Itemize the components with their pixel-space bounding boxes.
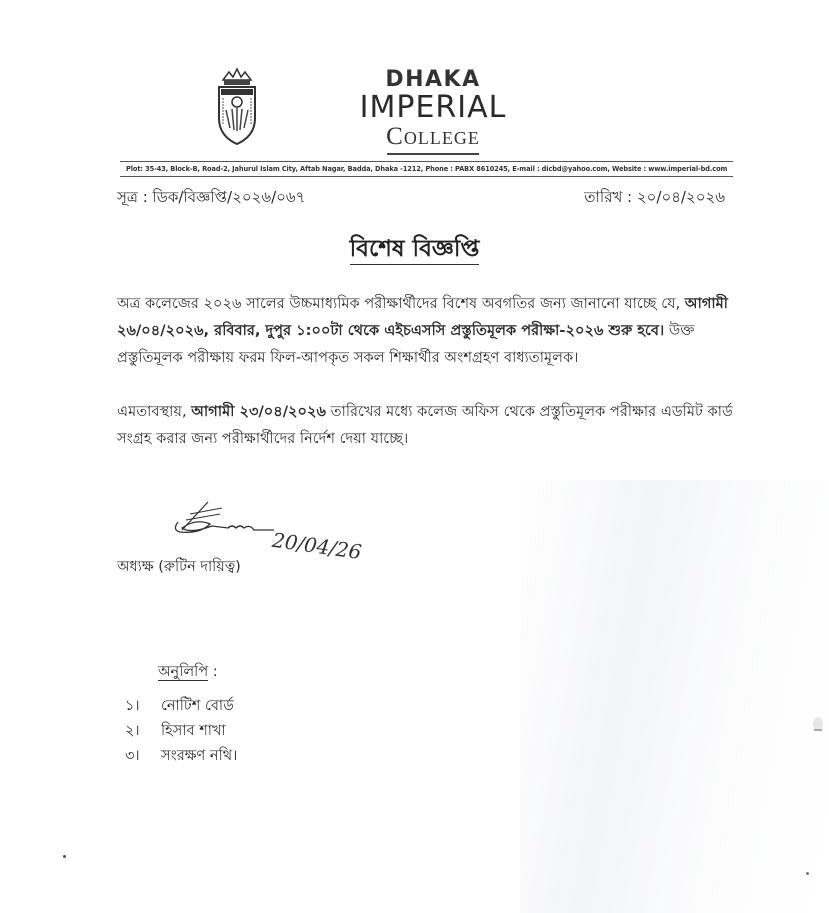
paragraph-2-instruction: তারিখের মধ্যে কলেজ অফিস থেকে প্রস্তুতিমূলক পরীক্ষার এডমিট কার্ড সংগ্রহ করার জন্য পরীক্ষার্থীদের নির্দেশ দেয়া যাচ্ছে।: [117, 403, 733, 447]
brand-line-imperial: IMPERIAL: [359, 90, 507, 125]
paragraph-1-mandatory-note: উক্ত প্রস্তুতিমূলক পরীক্ষায় ফরম ফিল-আপকৃত সকল শিক্ষার্থীর অংশগ্রহণ বাধ্যতামূলক।: [117, 322, 695, 366]
college-crest-icon: [215, 66, 259, 146]
copies-title: [158, 661, 218, 685]
list-item: [125, 744, 237, 769]
copies-list: [125, 694, 237, 769]
list-item-label: হিসাব শাখা: [161, 723, 226, 739]
reference-number: সূত্র : ডিক/বিজ্ঞপ্তি/২০২৬/০৬৭: [117, 188, 306, 206]
scan-speck: [63, 855, 66, 858]
brand-underline: [387, 153, 479, 155]
paragraph-2-deadline: আগামী ২৩/০৪/২০২৬: [191, 403, 327, 420]
notice-paragraph-2: [117, 398, 737, 452]
scan-speck: [806, 872, 809, 875]
signature-date: 20/04/26: [270, 527, 363, 565]
notice-date: তারিখ : ২০/০৪/২০২৬: [584, 188, 725, 206]
list-item: [125, 694, 237, 719]
list-item-label: সংরক্ষণ নথি।: [161, 748, 238, 764]
college-name: [348, 68, 518, 155]
list-item-number: ১।: [125, 698, 140, 714]
notice-paragraph-1: [117, 290, 737, 371]
notice-title-text: বিশেষ বিজ্ঞপ্তি: [350, 236, 480, 265]
brand-line-college: [348, 124, 518, 150]
paragraph-1-intro: অত্র কলেজের ২০২৬ সালের উচ্চমাধ্যমিক পরীক্ষার্থীদের বিশেষ অবগতির জন্য জানানো যাচ্ছে যে,: [117, 295, 685, 312]
list-item: [125, 719, 237, 744]
scan-shading: [520, 480, 829, 913]
brand-line-college-text: College: [386, 123, 480, 150]
address-line: Plot: 35-43, Block-B, Road-2, Jahurul Islam City, Aftab Nagar, Badda, Dhaka -1212, Phone : PABX 8610245, E-mail : dicbd@yahoo.com, Website : www.imperial-bd.com: [120, 161, 733, 177]
signer-title: অধ্যক্ষ (রুটিন দায়িত্ব): [117, 559, 241, 575]
paragraph-2-intro: এমতাবস্থায়,: [117, 403, 192, 420]
paragraph-1-exam-schedule: আগামী ২৬/০৪/২০২৬, রবিবার, দুপুর ১:০০টা থেকে এইচএসসি প্রস্তুতিমূলক পরীক্ষা-২০২৬ শুরু হবে।: [117, 295, 728, 339]
scan-smudge: [812, 716, 824, 734]
copies-title-colon: :: [208, 664, 218, 680]
copies-title-text: অনুলিপি: [158, 664, 209, 680]
list-item-number: ২।: [125, 723, 140, 739]
list-item-label: নোটিশ বোর্ড: [161, 698, 234, 714]
notice-title: [0, 230, 829, 269]
list-item-number: ৩।: [125, 748, 140, 764]
brand-line-dhaka: DHAKA: [385, 67, 481, 92]
